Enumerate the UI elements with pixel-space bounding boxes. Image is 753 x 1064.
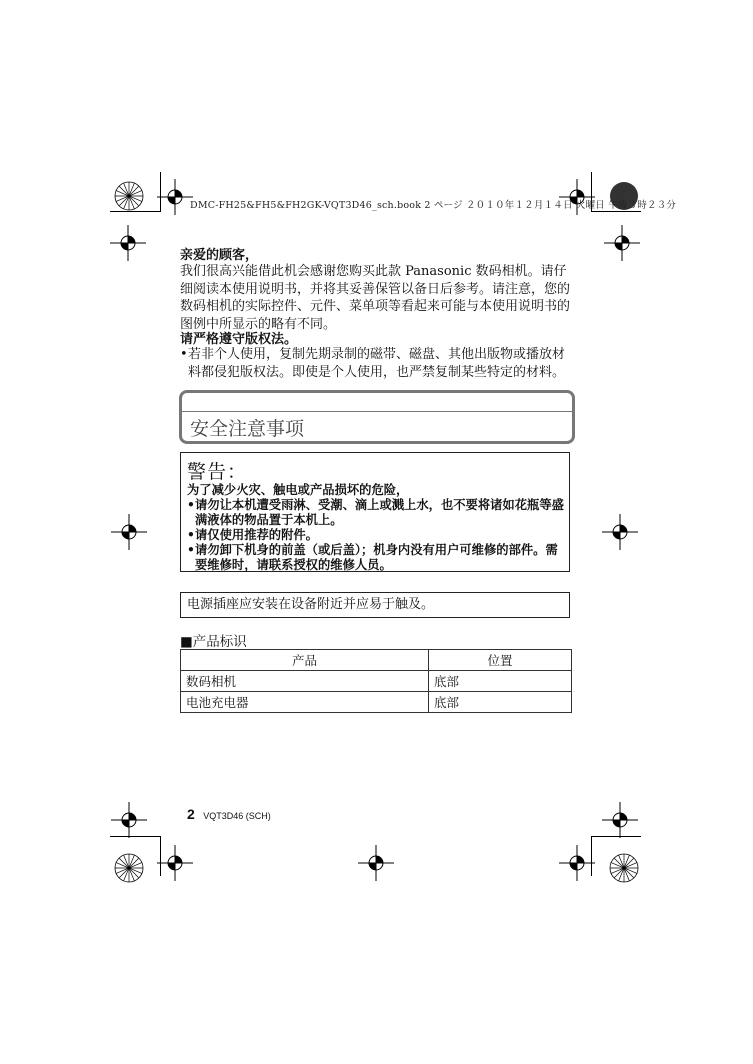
warning-title: 警告： (187, 461, 248, 483)
intro-paragraph: 我们很高兴能借此机会感谢您购买此款 Panasonic 数码相机。请仔细阅读本使用说明书，并将其妥善保管以备日后参考。请注意，您的数码相机的实际控件、元件、菜单项等看起来可能与本使用说明书的图例中所显示的略有不同。 (180, 264, 571, 332)
warning-item: • 请勿让本机遭受雨淋、受潮、滴上或溅上水，也不要将诸如花瓶等盛满液体的物品置于本机上。 (187, 498, 569, 528)
print-header: DMC-FH25&FH5&FH2GK-VQT3D46_sch.book 2 ページ ２０１０年１２月１４日 火曜日 午後３時２３分 (190, 200, 677, 211)
table-cell: 底部 (429, 692, 572, 713)
table-cell: 底部 (429, 671, 572, 692)
greeting: 亲爱的顾客， (180, 248, 259, 263)
section-divider (182, 411, 572, 412)
table-cell: 电池充电器 (181, 692, 429, 713)
table-row (181, 671, 572, 692)
warning-item: • 请仅使用推荐的附件。 (187, 528, 569, 543)
warning-box (180, 452, 570, 572)
table-row (181, 692, 572, 713)
warning-list (187, 498, 569, 573)
page-number: 2 (187, 806, 195, 822)
product-id-heading: ■产品标识 (180, 634, 247, 650)
column-header: 位置 (429, 650, 572, 671)
page-footer (187, 806, 271, 824)
table-header-row (181, 650, 572, 671)
safety-section-header (179, 390, 575, 444)
warning-item: • 请勿卸下机身的前盖（或后盖）；机身内没有用户可维修的部件。需要维修时，请联系授权的维修人员。 (187, 543, 569, 573)
column-header: 产品 (181, 650, 429, 671)
copyright-list (180, 346, 575, 381)
section-title: 安全注意事项 (190, 418, 305, 440)
product-id-table (180, 649, 572, 713)
document-code: VQT3D46 (SCH) (203, 811, 271, 821)
table-cell: 数码相机 (181, 671, 429, 692)
power-outlet-note: 电源插座应安装在设备附近并应易于触及。 (180, 592, 570, 618)
warning-lead: 为了减少火灾、触电或产品损坏的危险， (187, 483, 409, 497)
copyright-item: • 若非个人使用，复制先期录制的磁带、磁盘、其他出版物或播放材料都侵犯版权法。即使是个人使用，也严禁复制某些特定的材料。 (180, 346, 575, 381)
copyright-heading: 请严格遵守版权法。 (180, 332, 298, 347)
